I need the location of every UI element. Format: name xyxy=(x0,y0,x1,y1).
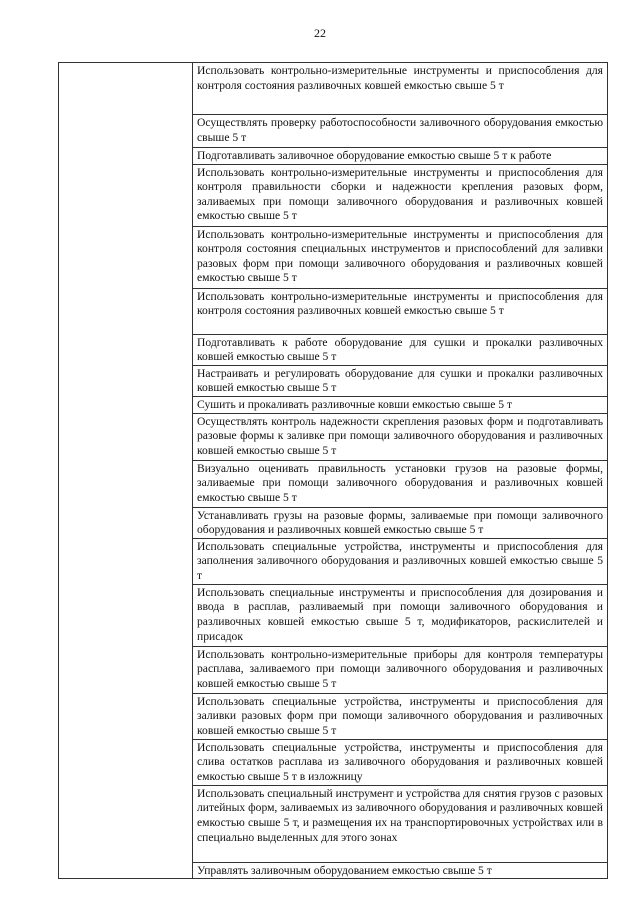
cell-text: Осуществлять проверку работоспособности заливочного оборудования емкостью свыше 5 т xyxy=(197,116,603,144)
cell-text: Подготавливать к работе оборудование для сушки и прокалки разливочных ковшей емкостью свыше 5 т xyxy=(197,335,603,364)
cell-text: Использовать контрольно-измерительные инструменты и приспособления для контроля состояния специальных инструментов и приспособлений для заливки разовых форм при помощи заливочного оборудования и разливочных ковшей емкостью свыше 5 т xyxy=(197,227,603,285)
table-cell xyxy=(193,396,608,413)
cell-text: Настраивать и регулировать оборудование для сушки и прокалки разливочных ковшей емкостью свыше 5 т xyxy=(197,366,603,395)
cell-text: Использовать специальные устройства, инструменты и приспособления для слива остатков расплава из заливочного оборудования и разливочных ковшей емкостью свыше 5 т в изложницу xyxy=(197,740,603,783)
table-cell xyxy=(193,460,608,507)
skills-table xyxy=(58,62,608,879)
table-cell xyxy=(193,365,608,396)
table-cell xyxy=(193,288,608,334)
left-column-cell xyxy=(59,63,193,879)
table-cell xyxy=(193,785,608,862)
cell-text: Использовать контрольно-измерительные инструменты и приспособления для контроля правильности сборки и надежности крепления разовых форм, заливаемых при помощи заливочного оборудования и разливочных ковшей емкостью свыше 5 т xyxy=(197,165,603,223)
cell-text: Использовать специальные устройства, инструменты и приспособления для заполнения заливочного оборудования и разливочных ковшей емкостью свыше 5 т xyxy=(197,539,603,582)
table-cell xyxy=(193,646,608,693)
page-number: 22 xyxy=(314,26,326,40)
cell-text: Устанавливать грузы на разовые формы, заливаемые при помощи заливочного оборудования и разливочных ковшей емкостью свыше 5 т xyxy=(197,508,603,537)
cell-text: Управлять заливочным оборудованием емкостью свыше 5 т xyxy=(197,863,492,877)
table-cell xyxy=(193,862,608,879)
cell-text: Использовать контрольно-измерительные приборы для контроля температуры расплава, заливаемого при помощи заливочного оборудования и разливочных ковшей емкостью свыше 5 т xyxy=(197,647,603,690)
table-cell xyxy=(193,226,608,288)
table-cell xyxy=(193,739,608,785)
table-cell xyxy=(193,507,608,538)
cell-text: Осуществлять контроль надежности скрепления разовых форм и подготавливать разовые формы к заливке при помощи заливочного оборудования и разливочных ковшей емкостью свыше 5 т xyxy=(197,414,603,457)
table-cell xyxy=(193,538,608,584)
table-cell xyxy=(193,693,608,739)
table-cell xyxy=(193,584,608,646)
cell-text: Использовать специальные инструменты и приспособления для дозирования и ввода в расплав, разливаемый при помощи заливочного оборудования и разливочных ковшей емкостью свыше 5 т, модификаторов, раскислителей и присадок xyxy=(197,585,603,643)
cell-text: Использовать контрольно-измерительные инструменты и приспособления для контроля состояния разливочных ковшей емкостью свыше 5 т xyxy=(197,289,603,318)
cell-text: Визуально оценивать правильность установки грузов на разовые формы, заливаемые при помощи заливочного оборудования и разливочных ковшей емкостью свыше 5 т xyxy=(197,461,603,504)
table-cell xyxy=(193,115,608,148)
cell-text: Использовать специальный инструмент и устройства для снятия грузов с разовых литейных форм, заливаемых из заливочного оборудования и разливочных ковшей емкостью свыше 5 т, и размещения их на транспортировочных устройствах или в специально выделенных для этого зонах xyxy=(197,786,603,844)
table-cell xyxy=(193,148,608,165)
table-cell xyxy=(193,413,608,460)
cell-text: Использовать контрольно-измерительные инструменты и приспособления для контроля состояния разливочных ковшей емкостью свыше 5 т xyxy=(197,64,603,92)
table-cell xyxy=(193,63,608,115)
table-cell xyxy=(193,164,608,226)
table-cell xyxy=(193,334,608,365)
cell-text: Сушить и прокаливать разливочные ковши емкостью свыше 5 т xyxy=(197,397,513,411)
cell-text: Использовать специальные устройства, инструменты и приспособления для заливки разовых форм при помощи заливочного оборудования и разливочных ковшей емкостью свыше 5 т xyxy=(197,694,603,737)
table-row xyxy=(59,63,608,115)
cell-text: Подготавливать заливочное оборудование емкостью свыше 5 т к работе xyxy=(197,149,552,162)
